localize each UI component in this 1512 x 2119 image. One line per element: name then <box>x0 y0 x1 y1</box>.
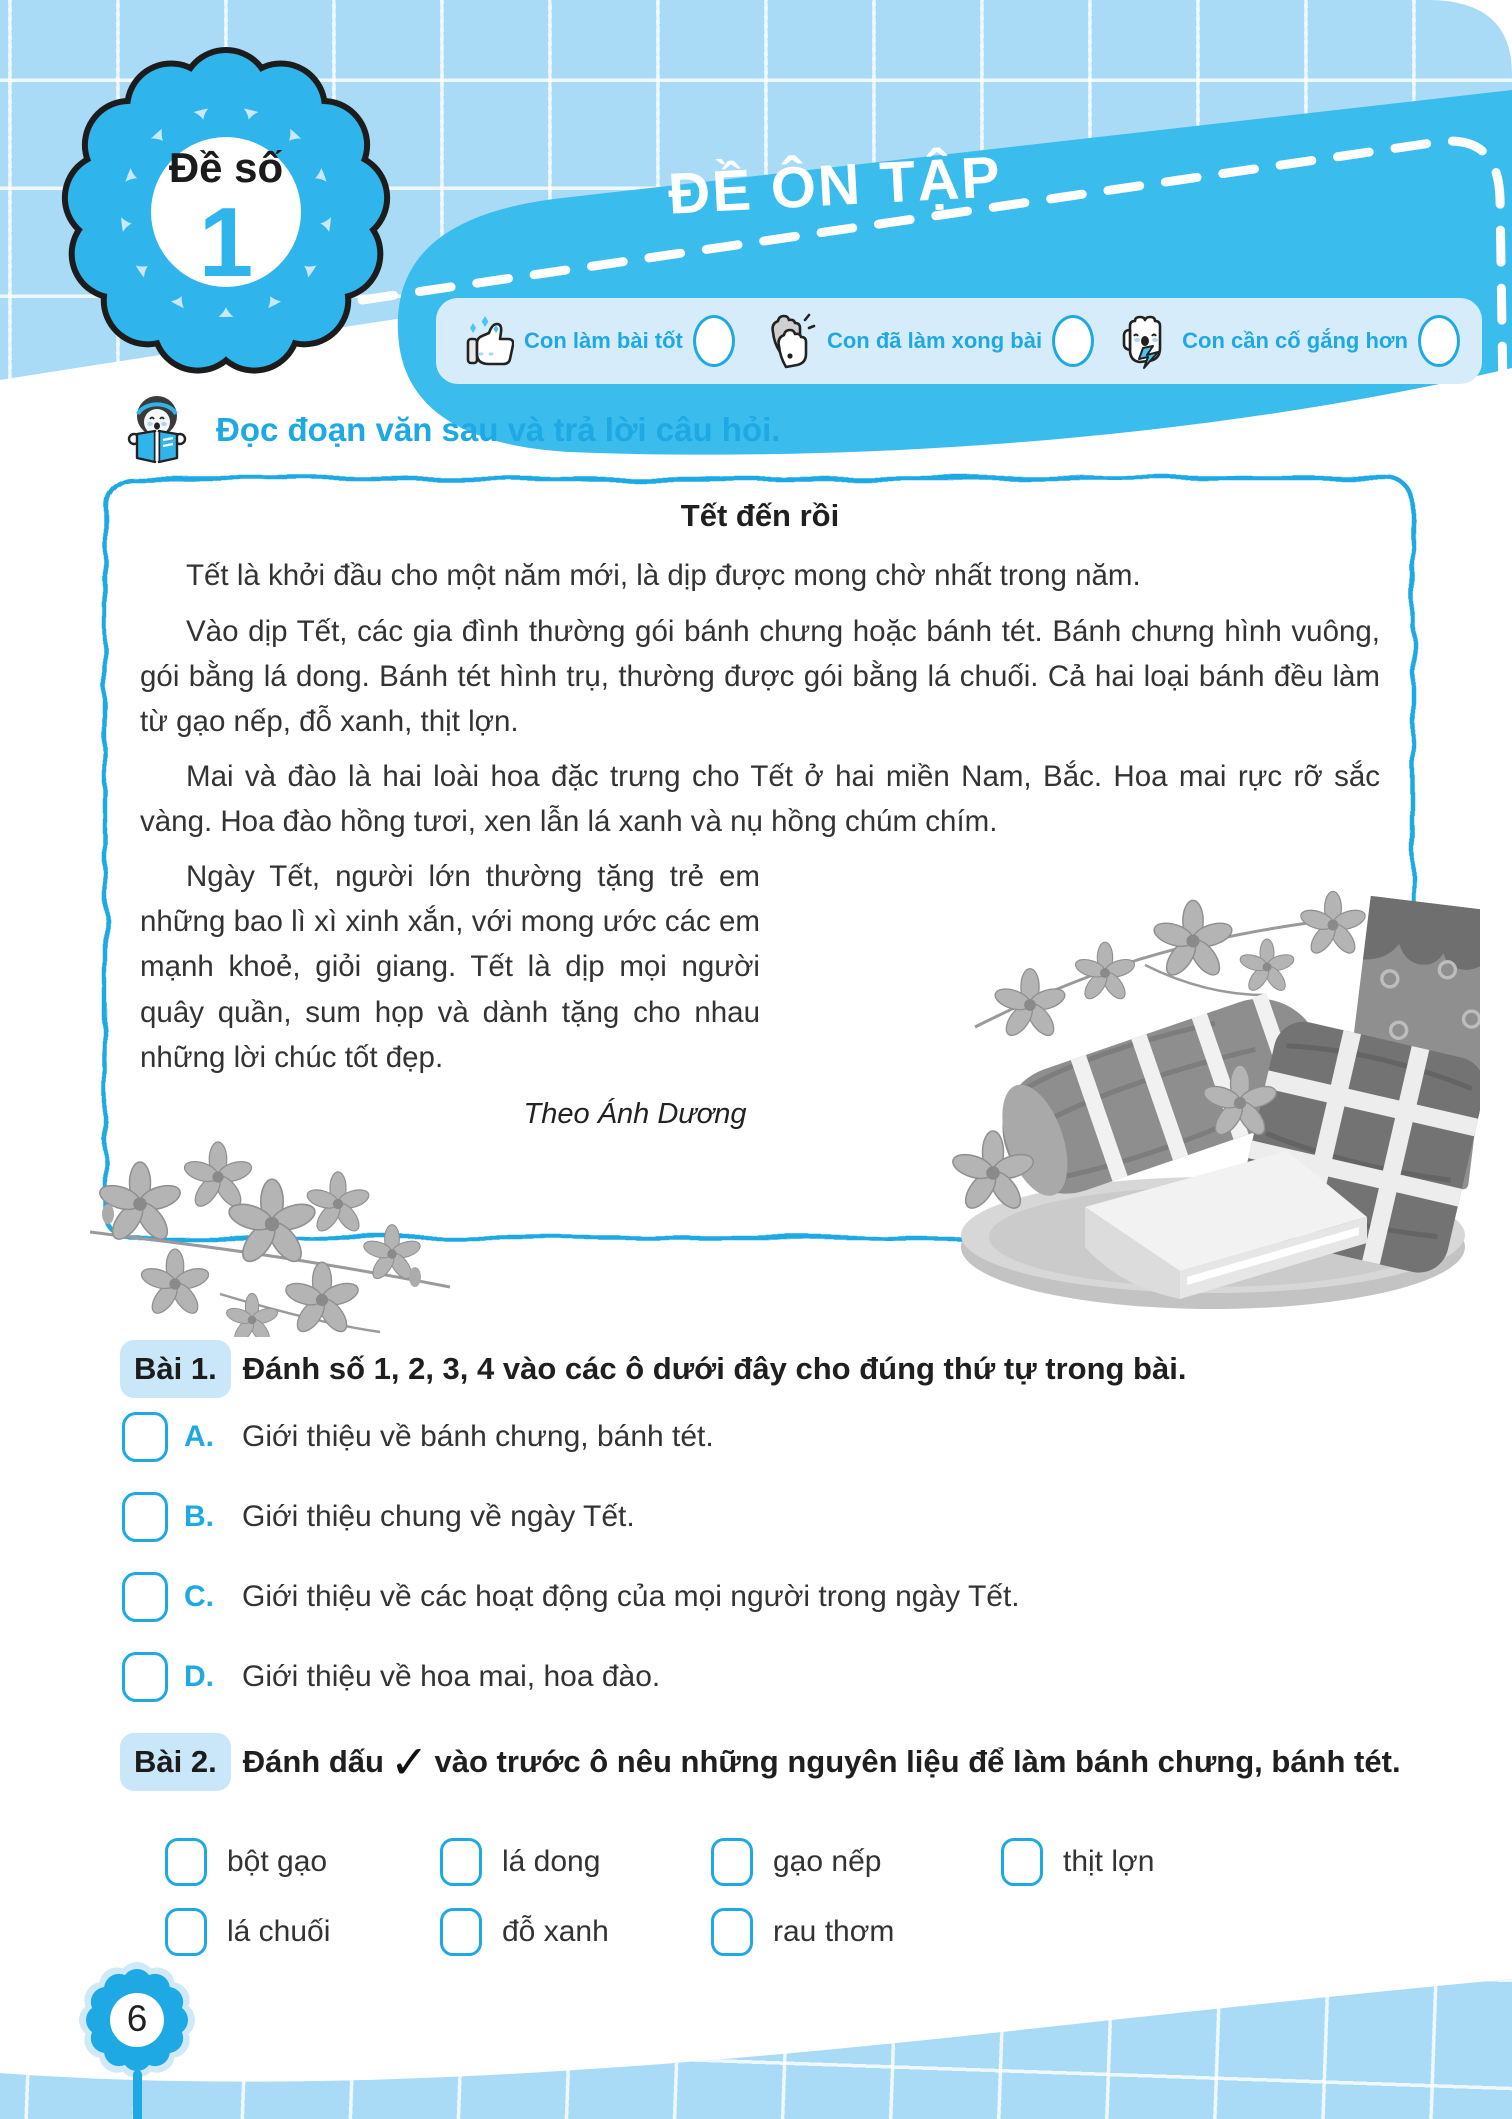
option-la-dong-label: lá dong <box>502 1845 601 1878</box>
option-la-chuoi-checkbox[interactable] <box>165 1908 207 1956</box>
rating-try-harder-mark-oval[interactable] <box>1418 315 1460 367</box>
clapping-hands-icon <box>759 312 817 370</box>
item-a-numbering-box[interactable] <box>122 1412 168 1462</box>
exercise2-label: Bài 2. <box>120 1733 231 1791</box>
option-bot-gao-checkbox[interactable] <box>165 1838 207 1886</box>
reading-child-icon <box>120 392 194 468</box>
passage-paragraph: Tết là khởi đầu cho một năm mới, là dịp được mong chờ nhất trong năm. <box>186 559 1141 593</box>
option-thit-lon-label: thịt lợn <box>1063 1845 1155 1878</box>
rating-bar <box>436 298 1482 384</box>
option-do-xanh-label: đỗ xanh <box>502 1915 609 1948</box>
option-gao-nep <box>711 1838 881 1886</box>
option-rau-thom-label: rau thơm <box>773 1915 895 1948</box>
badge-label: Đề số <box>168 144 284 191</box>
tet-food-illustration <box>935 855 1480 1315</box>
checkmark-glyph: ✓ <box>389 1736 429 1788</box>
passage-attribution: Theo Ánh Dương <box>523 1097 747 1130</box>
page-number-badge <box>72 1958 202 2118</box>
rating-try-harder <box>1118 312 1460 370</box>
item-c-letter: C. <box>184 1580 214 1613</box>
exercise1-question: Đánh số 1, 2, 3, 4 vào các ô dưới đây cho đúng thứ tự trong bài. <box>242 1351 1187 1386</box>
footer-grid-background <box>0 1975 1512 2119</box>
option-la-chuoi <box>165 1908 330 1956</box>
exercise1-item-c <box>122 1572 1020 1622</box>
rating-good <box>458 313 735 369</box>
exercise1-item-a <box>122 1412 714 1462</box>
option-do-xanh <box>440 1908 609 1956</box>
item-c-text: Giới thiệu về các hoạt động của mọi người trong ngày Tết. <box>242 1580 1020 1613</box>
passage-paragraph: Mai và đào là hai loài hoa đặc trưng cho Tết ở hai miền Nam, Bắc. Hoa mai rực rỡ sắc vàng. Hoa đào hồng tươi, xen lẫn lá xanh và nụ hồng chúm chím. <box>140 759 1380 839</box>
passage-title: Tết đến rồi <box>680 498 840 533</box>
exercise2-question-suffix: vào trước ô nêu những nguyên liệu để làm bánh chưng, bánh tét. <box>434 1744 1401 1779</box>
item-d-text: Giới thiệu về hoa mai, hoa đào. <box>242 1660 661 1693</box>
rating-good-label: Con làm bài tốt <box>524 328 683 353</box>
page-title: ĐỀ ÔN TẬP <box>666 144 1004 227</box>
exercise1-label: Bài 1. <box>120 1340 231 1398</box>
exercise1-item-b <box>122 1492 635 1542</box>
item-c-numbering-box[interactable] <box>122 1572 168 1622</box>
rating-done-mark-oval[interactable] <box>1052 315 1094 367</box>
exercise2-question-prefix: Đánh dấu <box>242 1744 384 1779</box>
item-b-letter: B. <box>184 1500 214 1533</box>
option-do-xanh-checkbox[interactable] <box>440 1908 482 1956</box>
option-la-chuoi-label: lá chuối <box>227 1915 331 1948</box>
item-a-text: Giới thiệu về bánh chưng, bánh tét. <box>242 1420 714 1453</box>
option-bot-gao-label: bột gạo <box>227 1845 328 1878</box>
option-thit-lon-checkbox[interactable] <box>1001 1838 1043 1886</box>
flower-stem <box>133 2070 142 2119</box>
thumbs-up-icon <box>458 313 514 369</box>
page-number: 6 <box>126 1998 148 2039</box>
exam-number-badge <box>56 40 396 385</box>
instruction-row <box>120 392 780 468</box>
option-thit-lon <box>1001 1838 1154 1886</box>
exercise2-heading <box>120 1722 1412 1803</box>
option-gao-nep-label: gạo nếp <box>773 1845 882 1878</box>
option-gao-nep-checkbox[interactable] <box>711 1838 753 1886</box>
option-la-dong-checkbox[interactable] <box>440 1838 482 1886</box>
option-rau-thom-checkbox[interactable] <box>711 1908 753 1956</box>
option-la-dong <box>440 1838 600 1886</box>
rating-good-mark-oval[interactable] <box>693 315 735 367</box>
item-b-text: Giới thiệu chung về ngày Tết. <box>242 1500 635 1533</box>
option-rau-thom <box>711 1908 894 1956</box>
item-d-numbering-box[interactable] <box>122 1652 168 1702</box>
rating-done <box>759 312 1094 370</box>
fist-lightning-icon <box>1118 312 1172 370</box>
passage-paragraph: Ngày Tết, người lớn thường tặng trẻ em những bao lì xì xinh xắn, với mong ước các em mạnh khoẻ, giỏi giang. Tết là dịp mọi người quây quần, sum họp và dành tặng cho nhau những lời chúc tốt đẹp. <box>140 860 760 1074</box>
exercise1-heading <box>120 1340 1412 1398</box>
option-bot-gao <box>165 1838 327 1886</box>
rating-try-harder-label: Con cần cố gắng hơn <box>1182 328 1408 353</box>
item-a-letter: A. <box>184 1420 214 1453</box>
instruction-text: Đọc đoạn văn sau và trả lời câu hỏi. <box>216 411 781 448</box>
passage-paragraph: Vào dịp Tết, các gia đình thường gói bánh chưng hoặc bánh tét. Bánh chưng hình vuông, gói bằng lá dong. Bánh tét hình trụ, thường được gói bằng lá chuối. Cả hai loại bánh đều làm từ gạo nếp, đỗ xanh, thịt lợn. <box>140 614 1380 738</box>
item-b-numbering-box[interactable] <box>122 1492 168 1542</box>
exercise1-item-d <box>122 1652 660 1702</box>
item-d-letter: D. <box>184 1660 214 1693</box>
badge-number: 1 <box>198 187 254 297</box>
rating-done-label: Con đã làm xong bài <box>826 328 1043 353</box>
